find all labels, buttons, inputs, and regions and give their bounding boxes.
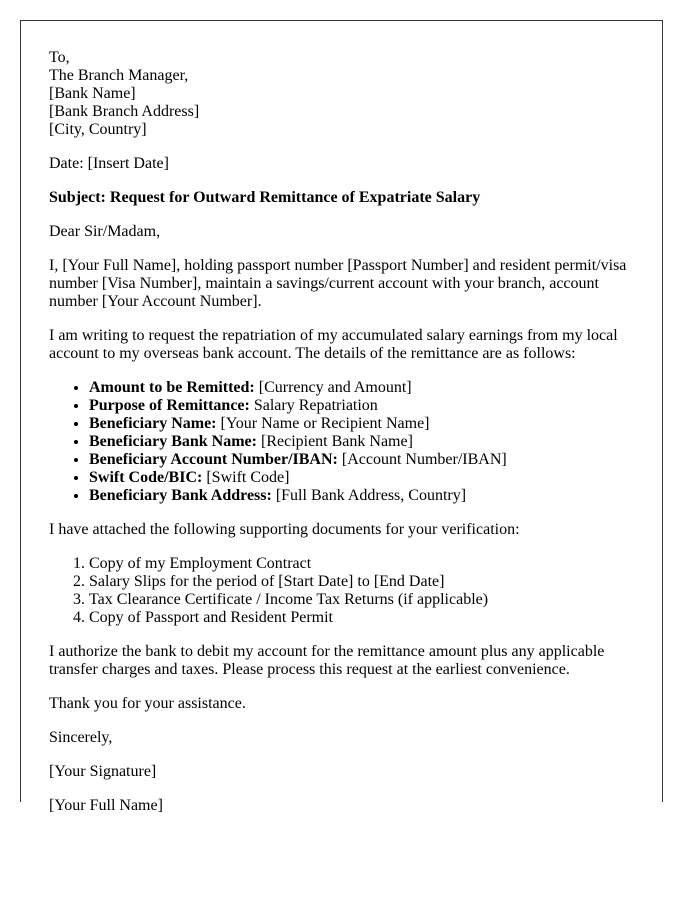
detail-label: Swift Code/BIC: bbox=[89, 469, 203, 486]
signature-line: [Your Signature] bbox=[49, 763, 157, 780]
intro-paragraph: I, [Your Full Name], holding passport number [Passport Number] and resident permit/visa number [Visa Number], maintain a savings/current account with your branch, account number [Your Account Number]. bbox=[49, 257, 627, 310]
full-name-line: [Your Full Name] bbox=[49, 797, 163, 814]
letter-page bbox=[20, 20, 663, 814]
subject-line: Subject: Request for Outward Remittance of Expatriate Salary bbox=[49, 189, 481, 206]
closing-line: Sincerely, bbox=[49, 729, 113, 746]
detail-bank-address bbox=[89, 487, 634, 505]
detail-account-iban bbox=[89, 451, 634, 469]
request-paragraph: I am writing to request the repatriation of my accumulated salary earnings from my local account to my overseas bank account. The details of the remittance are as follows: bbox=[49, 327, 618, 362]
detail-label: Purpose of Remittance: bbox=[89, 397, 250, 414]
document-item: 1. Copy of my Employment Contract bbox=[89, 555, 634, 573]
detail-value: [Full Bank Address, Country] bbox=[271, 487, 467, 504]
document-item: 2. Salary Slips for the period of [Start Date] to [End Date] bbox=[89, 573, 634, 591]
greeting: Dear Sir/Madam, bbox=[49, 223, 161, 240]
detail-value: [Account Number/IBAN] bbox=[337, 451, 507, 468]
branch-address: [Bank Branch Address] bbox=[49, 103, 200, 120]
detail-value: [Currency and Amount] bbox=[254, 379, 412, 396]
detail-purpose bbox=[89, 397, 634, 415]
to-line: To, bbox=[49, 49, 70, 66]
recipient-address-block bbox=[49, 49, 634, 139]
thanks-line: Thank you for your assistance. bbox=[49, 695, 246, 712]
recipient-title: The Branch Manager, bbox=[49, 67, 189, 84]
detail-label: Beneficiary Account Number/IBAN: bbox=[89, 451, 338, 468]
remittance-details-list bbox=[49, 379, 634, 505]
date-line: Date: [Insert Date] bbox=[49, 155, 169, 172]
city-country: [City, Country] bbox=[49, 121, 147, 138]
detail-label: Amount to be Remitted: bbox=[89, 379, 255, 396]
document-item: 3. Tax Clearance Certificate / Income Tax Returns (if applicable) bbox=[89, 591, 634, 609]
authorization-paragraph: I authorize the bank to debit my account for the remittance amount plus any applicable transfer charges and taxes. Please process this request at the earliest convenience. bbox=[49, 643, 605, 678]
detail-label: Beneficiary Bank Name: bbox=[89, 433, 257, 450]
detail-beneficiary-name bbox=[89, 415, 634, 433]
documents-intro: I have attached the following supporting documents for your verification: bbox=[49, 521, 520, 538]
detail-amount bbox=[89, 379, 634, 397]
detail-swift-bic bbox=[89, 469, 634, 487]
detail-value: [Swift Code] bbox=[202, 469, 290, 486]
detail-label: Beneficiary Bank Address: bbox=[89, 487, 272, 504]
detail-value: [Recipient Bank Name] bbox=[256, 433, 413, 450]
detail-beneficiary-bank-name bbox=[89, 433, 634, 451]
supporting-documents-list bbox=[49, 555, 634, 627]
detail-label: Beneficiary Name: bbox=[89, 415, 217, 432]
document-item: 4. Copy of Passport and Resident Permit bbox=[89, 609, 634, 627]
detail-value: Salary Repatriation bbox=[249, 397, 378, 414]
detail-value: [Your Name or Recipient Name] bbox=[216, 415, 430, 432]
bank-name: [Bank Name] bbox=[49, 85, 136, 102]
